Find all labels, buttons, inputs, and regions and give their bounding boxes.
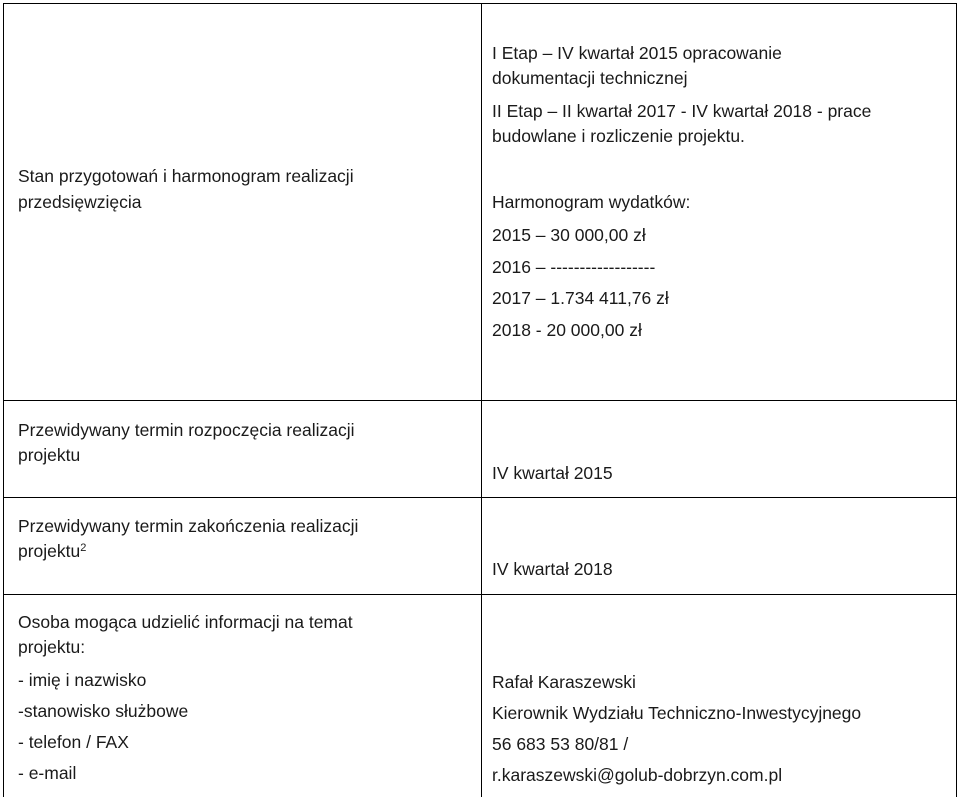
stage1-line-1: I Etap – IV kwartał 2015 opracowanie xyxy=(492,43,782,63)
start-label-line-2: projektu xyxy=(18,445,81,465)
schedule-label-line-2: przedsięwzięcia xyxy=(18,192,142,212)
start-date-value: IV kwartał 2015 xyxy=(492,463,613,483)
contact-field-position: -stanowisko służbowe xyxy=(18,701,189,721)
stage2-line-2: budowlane i rozliczenie projektu. xyxy=(492,126,745,146)
expense-2017: 2017 – 1.734 411,76 zł xyxy=(492,288,669,308)
contact-label-line-1: Osoba mogąca udzielić informacji na temat xyxy=(18,612,353,632)
expense-schedule-title: Harmonogram wydatków: xyxy=(492,192,691,212)
schedule-label-line-1: Stan przygotowań i harmonogram realizacji xyxy=(18,166,354,186)
expense-2015: 2015 – 30 000,00 zł xyxy=(492,225,646,245)
table-border-top xyxy=(3,3,957,4)
contact-label-line-2: projektu: xyxy=(18,637,86,657)
end-label-line-1: Przewidywany termin zakończenia realizacji xyxy=(18,516,359,536)
contact-field-name: - imię i nazwisko xyxy=(18,670,147,690)
row-divider-3 xyxy=(3,594,957,595)
stage1-line-2: dokumentacji technicznej xyxy=(492,68,688,88)
end-date-value: IV kwartał 2018 xyxy=(492,559,613,579)
contact-name-value: Rafał Karaszewski xyxy=(492,672,636,692)
start-label-line-1: Przewidywany termin rozpoczęcia realizacji xyxy=(18,420,355,440)
contact-field-email: - e-mail xyxy=(18,763,77,783)
stage2-line-1: II Etap – II kwartał 2017 - IV kwartał 2018 - prace xyxy=(492,101,872,121)
contact-email-value: r.karaszewski@golub-dobrzyn.com.pl xyxy=(492,765,783,785)
expense-2018: 2018 - 20 000,00 zł xyxy=(492,320,642,340)
row-divider-2 xyxy=(3,497,957,498)
footnote-marker: 2 xyxy=(80,542,87,554)
contact-field-phone: - telefon / FAX xyxy=(18,732,129,752)
row-divider-1 xyxy=(3,400,957,401)
contact-position-value: Kierownik Wydziału Techniczno-Inwestycyjnego xyxy=(492,703,862,723)
end-label-line-2: projektu$^2$ xyxy=(18,541,87,561)
expense-2016: 2016 – ------------------ xyxy=(492,257,656,277)
contact-phone-value: 56 683 53 80/81 / xyxy=(492,734,629,754)
